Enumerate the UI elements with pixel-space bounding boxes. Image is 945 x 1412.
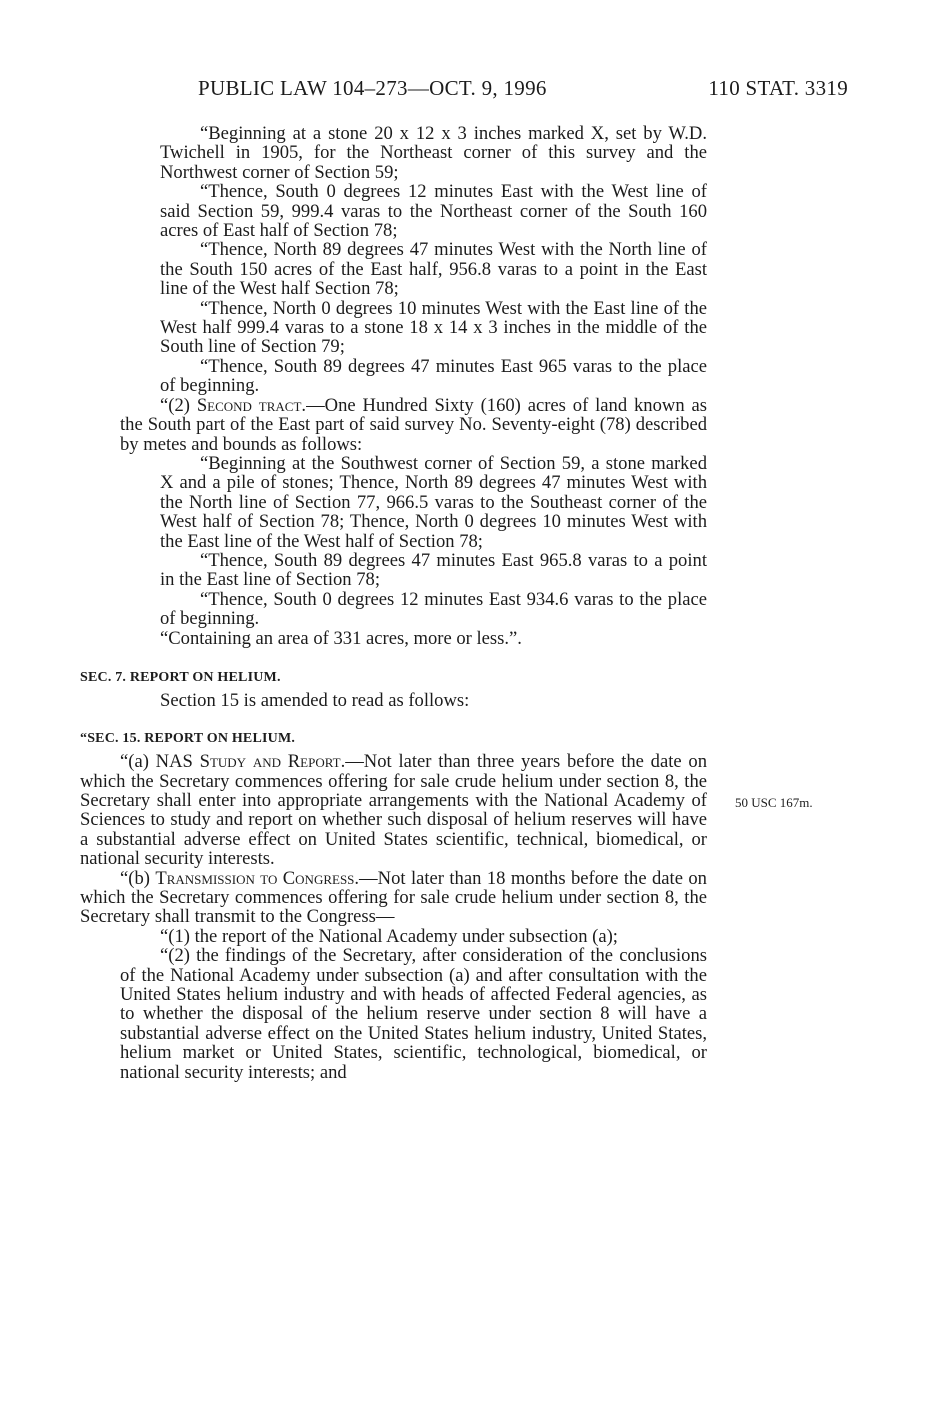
header-title: PUBLIC LAW 104–273—OCT. 9, 1996 — [198, 76, 547, 100]
page-header — [198, 76, 848, 106]
paragraph-thence-south-3: “Thence, South 89 degrees 47 minutes East 965.8 varas to a point in the East line of Section 78; — [160, 549, 707, 591]
subsection-b-text: .—Not later than 18 months before the date on which the Secretary commences offering for sale crude helium under section 8, the Secretary shall transmit to the Congress— — [80, 867, 707, 928]
subsection-a-label: NAS Study and Report — [155, 751, 341, 773]
usc-margin-note: 50 USC 167m. — [735, 795, 813, 810]
statute-page-number: 110 STAT. 3319 — [708, 76, 848, 100]
paragraph-beginning-first: “Beginning at a stone 20 x 12 x 3 inches marked X, set by W.D. Twichell in 1905, for the Northeast corner of this survey and the Northwest corner of Section 59; — [160, 123, 707, 183]
section-7-intro: Section 15 is amended to read as follows: — [160, 690, 470, 712]
subsection-b — [80, 869, 707, 927]
subsection-b-number: “(b) — [120, 867, 156, 889]
paragraph-thence-south-1: “Thence, South 0 degrees 12 minutes East with the West line of said Section 59, 999.4 varas to the Northeast corner of the South 160 acres of East half of Section 78; — [160, 181, 707, 242]
paragraph-b-2: “(2) the findings of the Secretary, after consideration of the conclusions of the National Academy under subsection (a) and after consultation with the United States helium industry and with heads of affected Federal agencies, as to whether the disposal of the helium reserve under section 8 will have a substantial adverse effect on the United States helium industry, United States, helium market or United States, scientific, technological, biomedical, or national security interests; and — [120, 945, 707, 1083]
second-tract-number: “(2) — [160, 394, 197, 416]
section-7-heading: SEC. 7. REPORT ON HELIUM. — [80, 669, 281, 685]
paragraph-beginning-second: “Beginning at the Southwest corner of Section 59, a stone marked X and a pile of stones; Thence, North 89 degrees 47 minutes West with the North line of Section 77, 966.5 varas to the Southeast corner of the West half of Section 78; Thence, North 0 degrees 10 minutes West with the East line of the West half of Section 78; — [160, 452, 707, 552]
subsection-a-text: .—Not later than three years before the date on which the Secretary commences offering for sale crude helium under section 8, the Secretary shall enter into appropriate arrangements with the National Academy of Sciences to study and report on whether such disposal of helium reserves will have a substantial adverse effect on United States scientific, technical, biomedical, or national security interests. — [80, 751, 708, 870]
paragraph-thence-south-2: “Thence, South 89 degrees 47 minutes East 965 varas to the place of beginning. — [160, 355, 707, 397]
spacer — [80, 648, 707, 668]
subsection-a-number: “(a) — [120, 751, 156, 773]
subsection-a — [80, 752, 707, 868]
subsection-b-label: Transmission to Congress — [155, 867, 355, 889]
spacer — [80, 711, 707, 729]
paragraph-thence-north-2: “Thence, North 0 degrees 10 minutes West with the East line of the West half 999.4 varas to a stone 18 x 14 x 3 inches in the middle of the South line of Section 79; — [160, 297, 707, 358]
second-tract-text: .—One Hundred Sixty (160) acres of land known as the South part of the East part of said survey No. Seventy-eight (78) described by metes and bounds as follows: — [120, 394, 707, 455]
second-tract-label: Second tract — [196, 394, 302, 416]
paragraph-second-tract — [80, 396, 707, 454]
section-15-heading: “SEC. 15. REPORT ON HELIUM. — [80, 730, 296, 746]
paragraph-thence-north-1: “Thence, North 89 degrees 47 minutes West with the North line of the South 150 acres of the East half, 956.8 varas to a point in the East line of the West half Section 78; — [160, 239, 707, 300]
paragraph-thence-south-4: “Thence, South 0 degrees 12 minutes East 934.6 varas to the place of beginning. — [160, 588, 707, 630]
paragraph-containing-area: “Containing an area of 331 acres, more or less.”. — [160, 627, 522, 649]
body-text — [80, 124, 707, 1082]
paragraph-b-1: “(1) the report of the National Academy under subsection (a); — [160, 925, 618, 947]
